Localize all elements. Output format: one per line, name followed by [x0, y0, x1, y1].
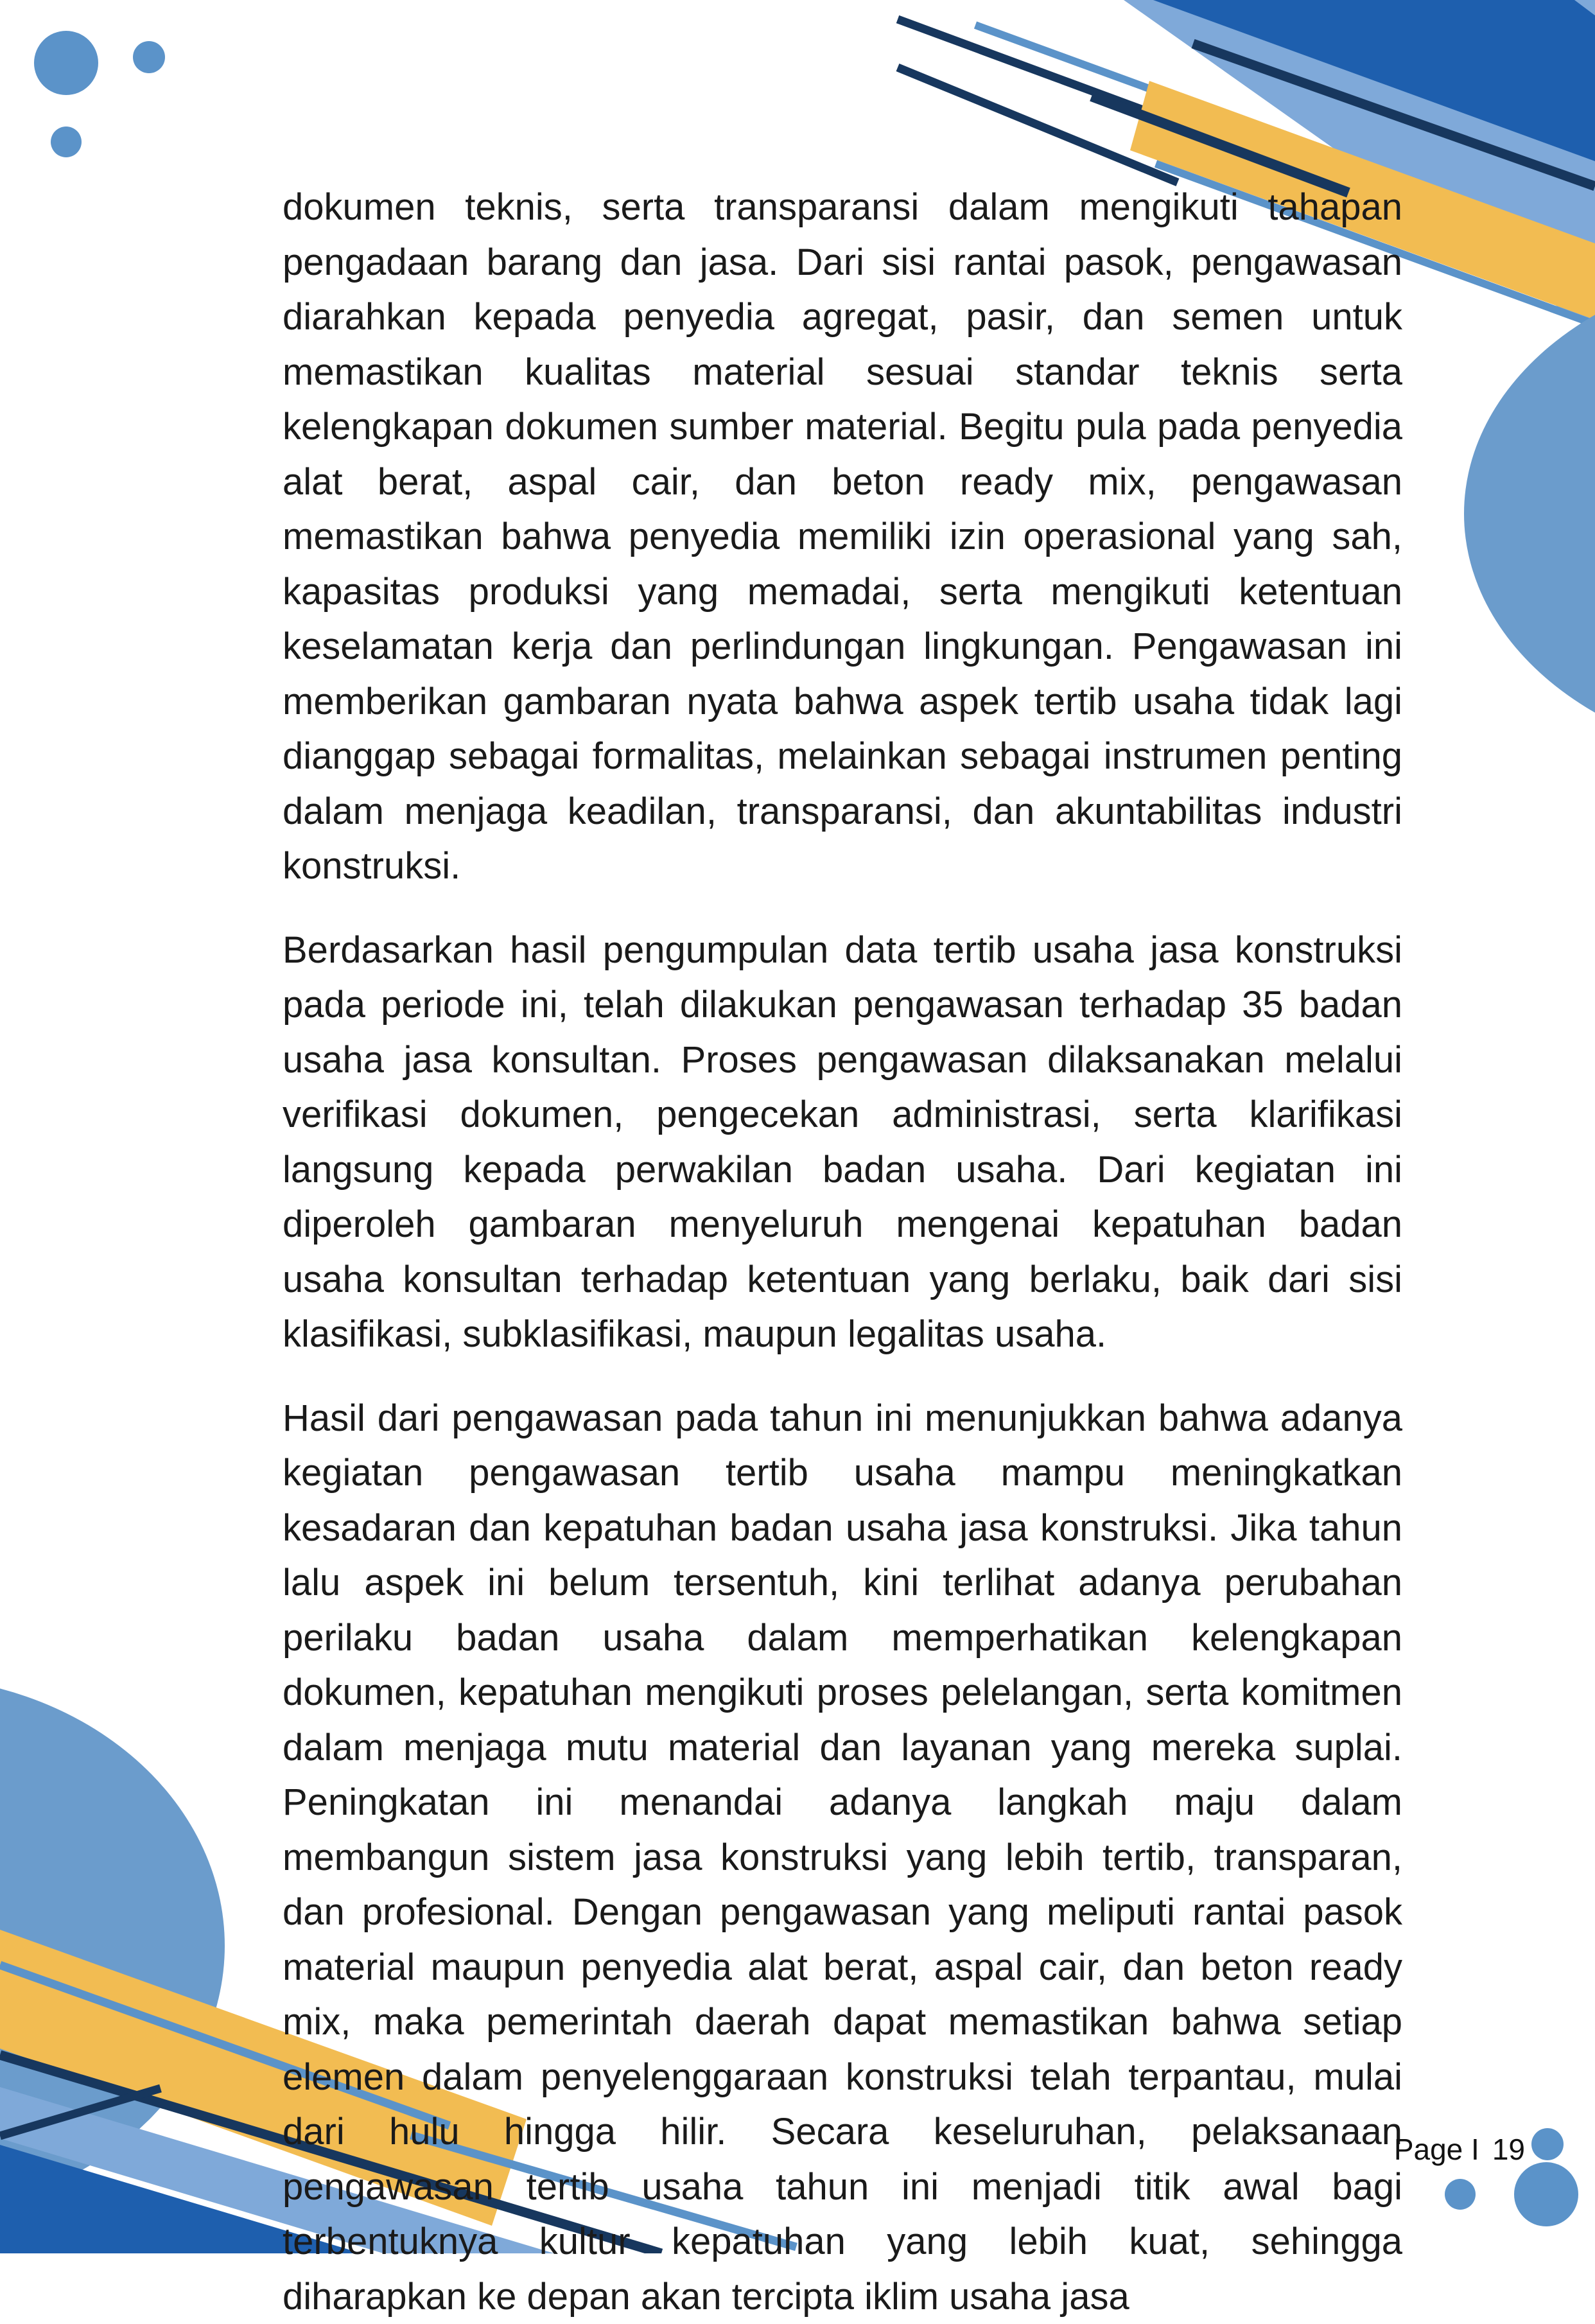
page-footer: [1394, 2133, 1525, 2165]
dot-top-left-small: [133, 41, 165, 73]
dot-top-left-lower: [51, 127, 82, 157]
body-text: [283, 180, 1402, 2324]
dot-bottom-right-large: [1514, 2162, 1578, 2226]
dot-bottom-right-small: [1445, 2179, 1476, 2210]
paragraph-1: dokumen teknis, serta transparansi dalam mengikuti tahapan pengadaan barang dan jasa. Dari sisi rantai pasok, pengawasan diarahkan kepada penyedia agregat, pasir, dan semen untuk memastikan kualitas material sesuai standar teknis serta kelengkapan dokumen sumber material. Begitu pula pada penyedia alat berat, aspal cair, dan beton ready mix, pengawasan memastikan bahwa penyedia memiliki izin operasional yang sah, kapasitas produksi yang memadai, serta mengikuti ketentuan keselamatan kerja dan perlindungan lingkungan. Pengawasan ini memberikan gambaran nyata bahwa aspek tertib usaha tidak lagi dianggap sebagai formalitas, melainkan sebagai instrumen penting dalam menjaga keadilan, transparansi, dan akuntabilitas industri konstruksi.: [283, 180, 1402, 894]
page-number: 19: [1492, 2133, 1525, 2166]
dot-top-left-large: [34, 31, 98, 95]
top-right-circle-bulge: [1464, 263, 1595, 764]
page-footer-label: Page I: [1394, 2133, 1479, 2166]
dot-bottom-right-upper: [1531, 2128, 1564, 2160]
paragraph-3: Hasil dari pengawasan pada tahun ini menunjukkan bahwa adanya kegiatan pengawasan tertib usaha mampu meningkatkan kesadaran dan kepatuhan badan usaha jasa konstruksi. Jika tahun lalu aspek ini belum tersentuh, kini terlihat adanya perubahan perilaku badan usaha dalam memperhatikan kelengkapan dokumen, kepatuhan mengikuti proses pelelangan, serta komitmen dalam menjaga mutu material dan layanan yang mereka suplai. Peningkatan ini menandai adanya langkah maju dalam membangun sistem jasa konstruksi yang lebih tertib, transparan, dan profesional. Dengan pengawasan yang meliputi rantai pasok material maupun penyedia alat berat, aspal cair, dan beton ready mix, maka pemerintah daerah dapat memastikan bahwa setiap elemen dalam penyelenggaraan konstruksi telah terpantau, mulai dari hulu hingga hilir. Secara keseluruhan, pelaksanaan pengawasan tertib usaha tahun ini menjadi titik awal bagi terbentuknya kultur kepatuhan yang lebih kuat, sehingga diharapkan ke depan akan tercipta iklim usaha jasa: [283, 1391, 1402, 2324]
paragraph-2: Berdasarkan hasil pengumpulan data tertib usaha jasa konstruksi pada periode ini, telah dilakukan pengawasan terhadap 35 badan usaha jasa konsultan. Proses pengawasan dilaksanakan melalui verifikasi dokumen, pengecekan administrasi, serta klarifikasi langsung kepada perwakilan badan usaha. Dari kegiatan ini diperoleh gambaran menyeluruh mengenai kepatuhan badan usaha konsultan terhadap ketentuan yang berlaku, baik dari sisi klasifikasi, subklasifikasi, maupun legalitas usaha.: [283, 923, 1402, 1362]
